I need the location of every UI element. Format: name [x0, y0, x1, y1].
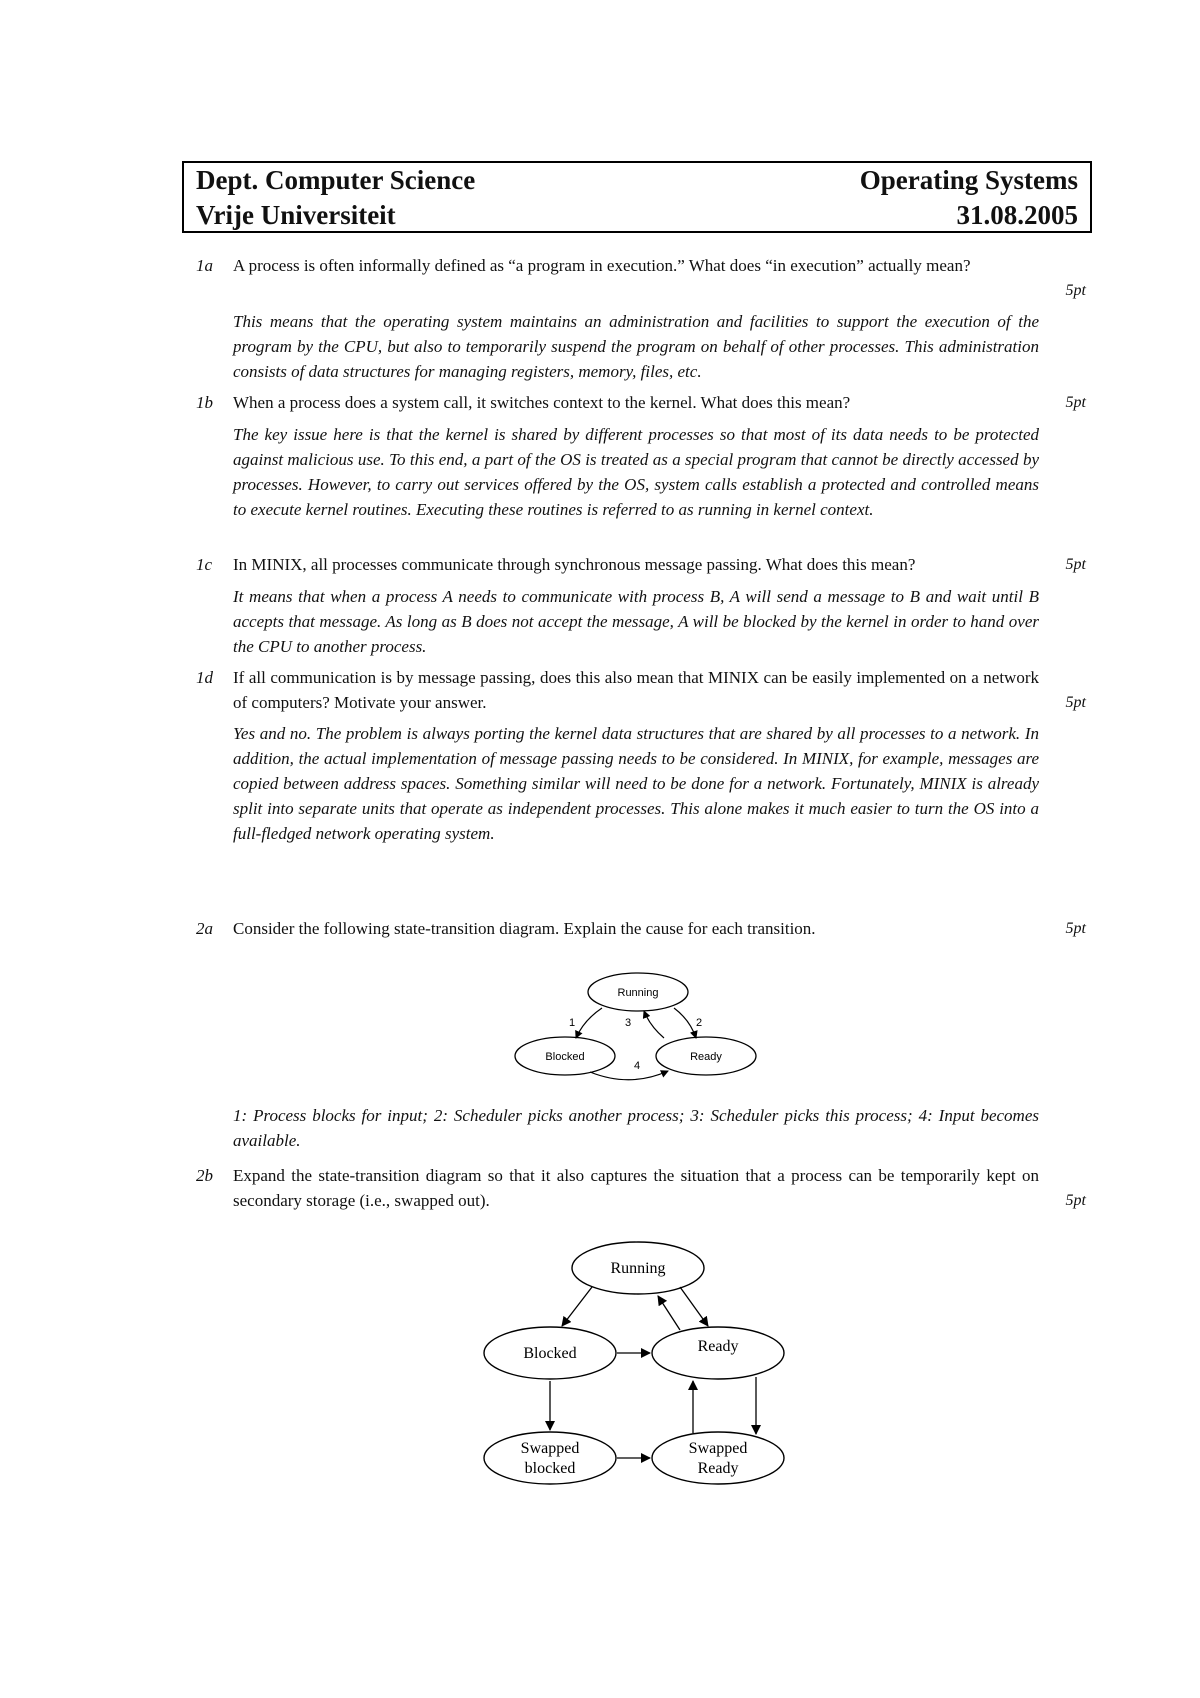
- question-text: In MINIX, all processes communicate through synchronous message passing. What does this mean?: [233, 555, 916, 574]
- department-title: Dept. Computer Science: [196, 165, 476, 195]
- state-running-label: Running: [617, 987, 659, 999]
- state-ready-label: Ready: [690, 1051, 722, 1063]
- question-points: 5pt: [1065, 394, 1086, 411]
- transition-4-arrow: [590, 1071, 668, 1080]
- question-number: 1d: [196, 668, 213, 687]
- answer-text: The key issue here is that the kernel is shared by different processes so that most of its data needs to be protected against malicious use. To this end, a part of the OS is treated as a special program that cannot be directly accessed by processes. However, to carry out services offered by the OS, system calls establish a protected and controlled means to execute kernel routines. Executing these routines is referred to as running in kernel context.: [233, 425, 1039, 519]
- question-number: 2b: [196, 1166, 213, 1185]
- question-points: 5pt: [1065, 920, 1086, 937]
- transition-4-label: 4: [634, 1060, 641, 1072]
- question-text: A process is often informally defined as “a program in execution.” What does “in execution” actually mean?: [233, 256, 971, 275]
- ready-to-running-arrow: [658, 1296, 680, 1330]
- state-swapped-ready-label-line1: Swapped: [688, 1440, 748, 1457]
- question-points: 5pt: [1065, 694, 1086, 711]
- answer-text: 1: Process blocks for input; 2: Scheduler picks another process; 3: Scheduler picks this process; 4: Input becomes available.: [233, 1106, 1039, 1150]
- university-name: Vrije Universiteit: [196, 200, 396, 230]
- answer-text: This means that the operating system maintains an administration and facilities to support the execution of the program by the CPU, but also to temporarily suspend the program on behalf of other processes. This administration consists of data structures for managing registers, memory, files, etc.: [233, 312, 1039, 381]
- state-swapped-blocked-label-line2: blocked: [524, 1460, 576, 1477]
- state-diagram-swapping: [480, 1240, 800, 1490]
- course-title: Operating Systems: [859, 165, 1078, 195]
- state-diagram-basic: [510, 968, 770, 1084]
- running-to-ready-arrow: [680, 1287, 708, 1326]
- transition-3-label: 3: [625, 1017, 632, 1029]
- answer-text: It means that when a process A needs to communicate with process B, A will send a message to B and wait until B accepts that message. As long as B does not accept the message, A will be blocked by the kernel in order to hand over the CPU to another process.: [233, 587, 1039, 656]
- question-text: When a process does a system call, it switches context to the kernel. What does this mean?: [233, 393, 851, 412]
- question-number: 1a: [196, 256, 213, 275]
- running-to-blocked-arrow: [562, 1287, 592, 1326]
- state-swapped-ready-label-line2: Ready: [697, 1460, 739, 1477]
- transition-2-arrow: [674, 1008, 696, 1038]
- question-text: Consider the following state-transition diagram. Explain the cause for each transition.: [233, 919, 816, 938]
- transition-3-arrow: [644, 1011, 664, 1038]
- state-blocked-label: Blocked: [545, 1051, 585, 1063]
- question-text: Expand the state-transition diagram so that it also captures the situation that a process can be temporarily kept on secondary storage (i.e., swapped out).: [233, 1166, 1039, 1210]
- question-text: If all communication is by message passing, does this also mean that MINIX can be easily implemented on a network of computers? Motivate your answer.: [233, 668, 1039, 712]
- question-points: 5pt: [1065, 282, 1086, 299]
- question-points: 5pt: [1065, 1192, 1086, 1209]
- question-number: 1b: [196, 393, 213, 412]
- transition-1-label: 1: [569, 1017, 576, 1029]
- state-running-label: Running: [610, 1260, 666, 1277]
- question-number: 2a: [196, 919, 213, 938]
- question-number: 1c: [196, 555, 213, 574]
- state-swapped-blocked-label-line1: Swapped: [520, 1440, 580, 1457]
- state-blocked-label: Blocked: [523, 1345, 577, 1362]
- transition-2-label: 2: [696, 1017, 703, 1029]
- exam-date: 31.08.2005: [956, 200, 1078, 230]
- transition-1-arrow: [576, 1008, 602, 1038]
- question-points: 5pt: [1065, 556, 1086, 573]
- exam-header: [182, 161, 1092, 233]
- answer-text: Yes and no. The problem is always porting the kernel data structures that are shared by all processes to a network. In addition, the actual implementation of message passing needs to be considered. In MINIX, for example, messages are copied between address spaces. Something similar will need to be done for a network. Fortunately, MINIX is already split into separate units that operate as independent processes. This alone makes it much easier to turn the OS into a full-fledged network operating system.: [233, 724, 1039, 843]
- state-ready-label: Ready: [697, 1338, 739, 1355]
